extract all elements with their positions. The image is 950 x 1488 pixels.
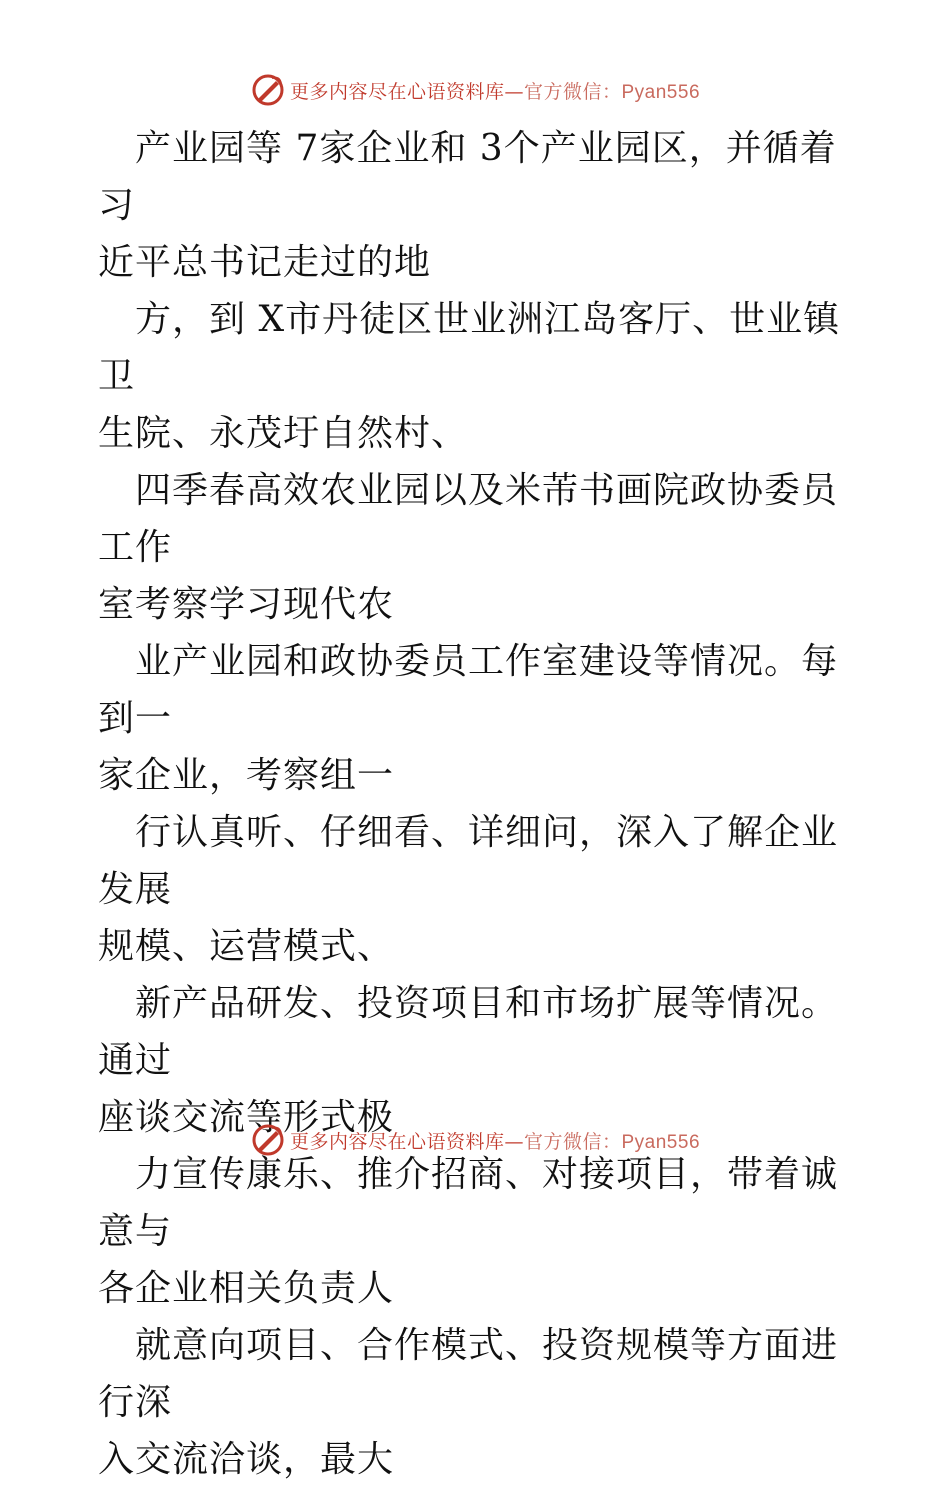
paragraph: 就意向项目、合作模式、投资规模等方面进行深 入交流洽谈，最大 [98,1325,839,1480]
pen-logo-icon [250,72,286,108]
paragraph: 四季春高效农业园以及米芾书画院政协委员工作 室考察学习现代农 [98,470,839,625]
paragraph: 行认真听、仔细看、详细问，深入了解企业发展 规模、运营模式、 [98,812,839,967]
paragraph: 产业园等 7家企业和 3个产业园区，并循着习 近平总书记走过的地 [98,128,837,283]
paragraph: 方，到 X市丹徒区世业洲江岛客厅、世业镇卫 生院、永茂圩自然村、 [98,299,841,454]
watermark-banner-bottom [0,1120,950,1160]
document-body [98,120,858,1488]
paragraph: 力宣传康乐、推介招商、对接项目，带着诚意与 各企业相关负责人 [98,1154,839,1309]
paragraph: 业产业园和政协委员工作室建设等情况。每到一 家企业，考察组一 [98,641,839,796]
paragraph: 新产品研发、投资项目和市场扩展等情况。通过 座谈交流等形式极 [98,983,839,1138]
pen-logo-icon [250,1122,286,1158]
watermark-text: 更多内容尽在心语资料库—官方微信：Pyan556 [289,80,701,103]
watermark-text: 更多内容尽在心语资料库—官方微信：Pyan556 [289,1130,701,1153]
watermark-banner-top [0,70,950,110]
